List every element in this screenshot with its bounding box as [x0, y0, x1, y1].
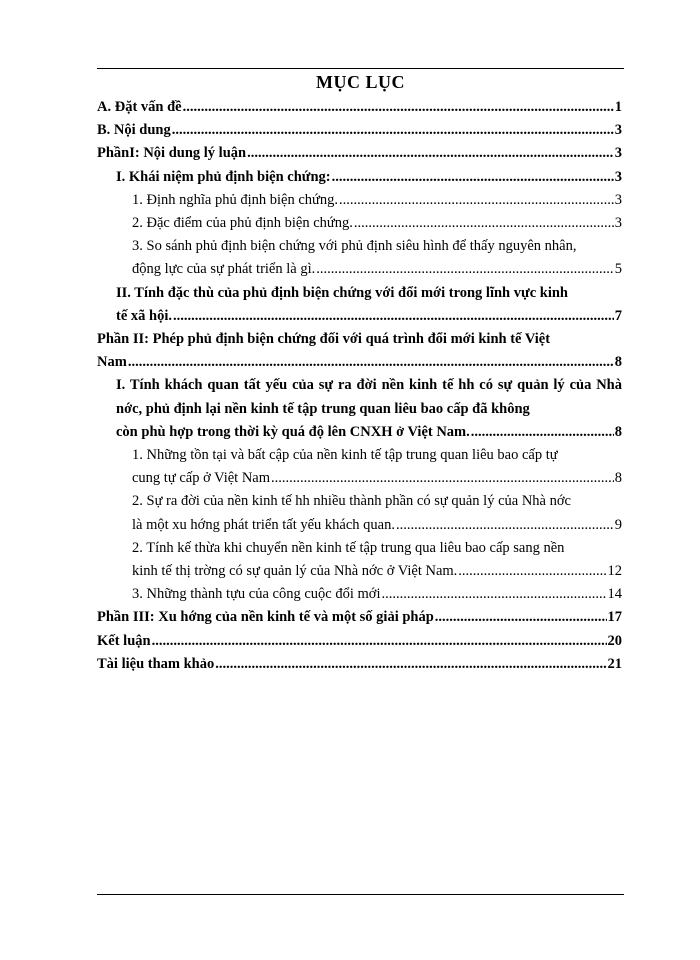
table-of-contents — [97, 96, 622, 676]
toc-page-number: 9 — [614, 516, 622, 533]
toc-entry[interactable] — [97, 328, 622, 374]
toc-entry-label: cung tự cấp ở Việt Nam — [132, 470, 271, 487]
toc-entry[interactable] — [97, 189, 622, 212]
toc-entry[interactable] — [97, 142, 622, 165]
leader-dots — [339, 189, 614, 212]
toc-page-number: 3 — [614, 191, 622, 208]
leader-dots — [354, 212, 614, 235]
toc-page-number: 7 — [614, 307, 622, 324]
toc-page-number: 1 — [614, 99, 622, 115]
toc-page-number: 14 — [607, 586, 622, 603]
toc-entry-text: II. Tính đặc thù của phủ định biện chứng với đổi mới trong lĩnh vực kinh — [116, 284, 568, 301]
toc-entry[interactable] — [97, 212, 622, 235]
toc-page-number: 12 — [607, 563, 622, 580]
toc-entry[interactable] — [97, 374, 622, 444]
toc-entry-label: kinh tế thị trờng có sự quản lý của Nhà nớc ở Việt Nam. — [132, 563, 458, 580]
toc-entry-text: I. Tính khách quan tất yếu của sự ra đời nền kinh tế hh có sự quản lý của Nhà nớc, phủ định lại nền kinh tế tập trung quan liêu bao cấp đã không — [116, 377, 622, 417]
toc-entry-text: 3. So sánh phủ định biện chứng với phủ định siêu hình để thấy nguyên nhân, — [132, 238, 577, 255]
toc-page-number: 21 — [607, 655, 622, 672]
leader-dots — [382, 583, 607, 606]
toc-entry[interactable] — [97, 166, 622, 189]
toc-page-number: 3 — [614, 145, 622, 162]
toc-page-number: 3 — [614, 168, 622, 185]
toc-page-number: 3 — [614, 122, 622, 139]
toc-entry[interactable] — [97, 606, 622, 629]
toc-entry-label: Kết luận — [97, 632, 151, 649]
toc-entry[interactable] — [97, 235, 622, 281]
leader-dots — [471, 421, 614, 444]
leader-dots — [173, 305, 614, 328]
toc-title: MỤC LỤC — [316, 72, 405, 92]
leader-dots — [152, 630, 607, 653]
leader-dots — [183, 96, 614, 119]
toc-entry-label: Nam — [97, 354, 127, 371]
leader-dots — [332, 166, 614, 189]
leader-dots — [172, 119, 614, 142]
toc-entry-text: Phần II: Phép phủ định biện chứng đối với quá trình đổi mới kinh tế Việt — [97, 331, 551, 348]
toc-entry-label: 2. Đặc điểm của phủ định biện chứng. — [132, 215, 353, 232]
leader-dots — [316, 258, 614, 281]
toc-entry[interactable] — [97, 583, 622, 606]
toc-entry[interactable] — [97, 537, 622, 583]
toc-entry[interactable] — [97, 490, 622, 536]
toc-entry-label: tế xã hội. — [116, 307, 172, 324]
header-rule — [97, 68, 624, 69]
toc-entry-label: 1. Định nghĩa phủ định biện chứng. — [132, 191, 339, 208]
toc-entry-label: A. Đặt vấn đề — [97, 99, 182, 115]
toc-entry[interactable] — [97, 119, 622, 142]
toc-page-number: 3 — [614, 215, 622, 232]
footer-rule — [97, 894, 624, 895]
leader-dots — [435, 606, 607, 629]
toc-page-number: 5 — [614, 261, 622, 278]
leader-dots — [271, 467, 614, 490]
leader-dots — [247, 142, 614, 165]
toc-page-number: 8 — [614, 470, 622, 487]
toc-entry-label: còn phù hợp trong thời kỳ quá độ lên CNXH ở Việt Nam. — [116, 423, 470, 440]
toc-entry[interactable] — [97, 444, 622, 490]
toc-entry-text: 1. Những tồn tại và bất cập của nền kinh tế tập trung quan liêu bao cấp tự — [132, 447, 558, 464]
toc-entry-label: động lực của sự phát triển là gì. — [132, 261, 316, 278]
toc-entry-text: 2. Tính kế thừa khi chuyển nền kinh tế tập trung qua liêu bao cấp sang nền — [132, 539, 565, 556]
toc-page-number: 17 — [607, 609, 622, 626]
toc-entry-label: PhầnI: Nội dung lý luận — [97, 145, 247, 162]
toc-entry[interactable] — [97, 282, 622, 328]
toc-page-number: 8 — [614, 354, 622, 371]
toc-page-number: 20 — [607, 632, 622, 649]
toc-entry-label: 3. Những thành tựu của công cuộc đổi mới — [132, 586, 381, 603]
leader-dots — [215, 653, 606, 676]
leader-dots — [396, 514, 614, 537]
toc-page-number: 8 — [614, 423, 622, 440]
toc-entry-label: Phần III: Xu hớng của nền kinh tế và một số giải pháp — [97, 609, 434, 626]
toc-entry[interactable] — [97, 653, 622, 676]
toc-entry[interactable] — [97, 630, 622, 653]
toc-entry-label: B. Nội dung — [97, 122, 171, 139]
toc-entry-label: là một xu hớng phát triển tất yếu khách quan. — [132, 516, 395, 533]
toc-entry-label: I. Khái niệm phủ định biện chứng: — [116, 168, 331, 185]
toc-entry-text: 2. Sự ra đời của nền kinh tế hh nhiều thành phần có sự quản lý của Nhà nớc — [132, 493, 571, 510]
leader-dots — [128, 351, 614, 374]
leader-dots — [458, 560, 606, 583]
toc-entry[interactable] — [97, 96, 622, 119]
toc-entry-label: Tài liệu tham khảo — [97, 655, 215, 672]
